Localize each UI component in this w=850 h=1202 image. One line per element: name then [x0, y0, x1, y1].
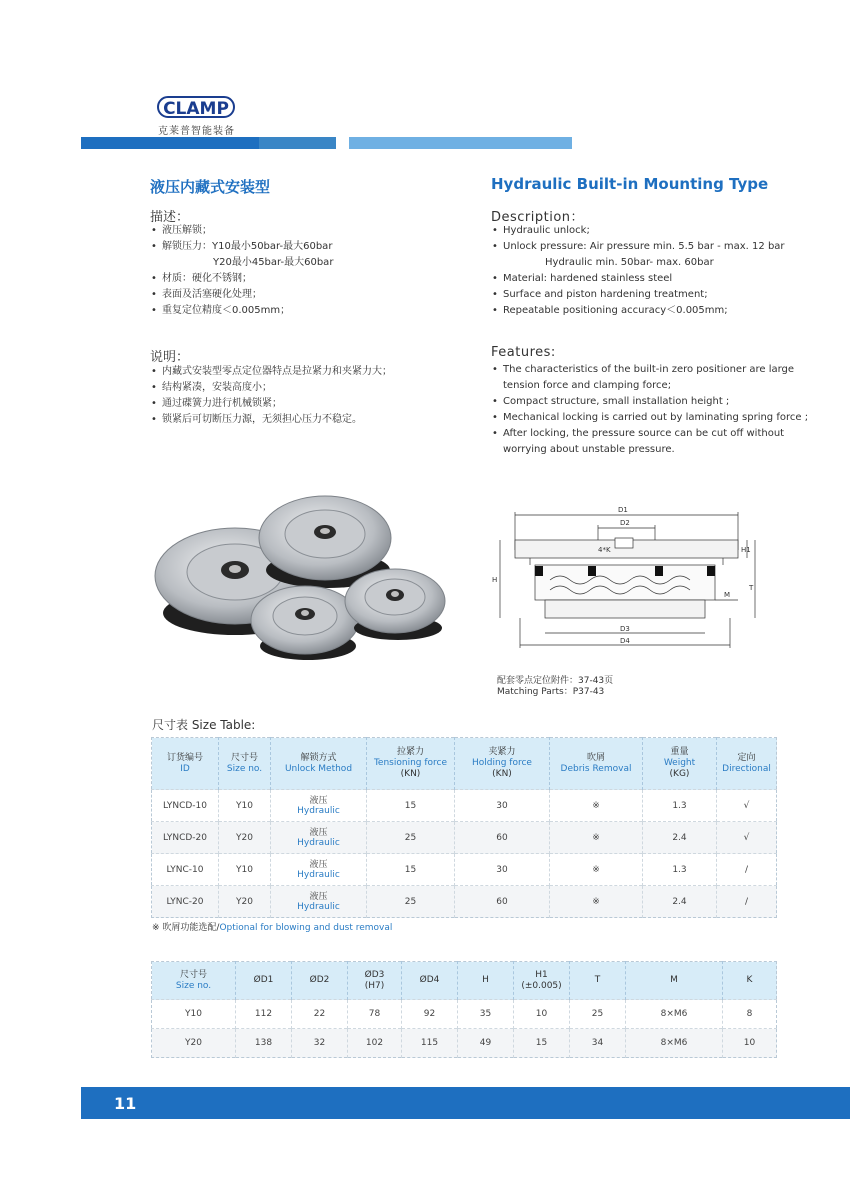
footer-bar: [81, 1087, 850, 1119]
table-cell: 78: [348, 1000, 402, 1029]
table-header-row: [152, 738, 777, 790]
description-list-en: [491, 223, 811, 319]
table-cell: 2.4: [643, 886, 717, 918]
header-bar: [259, 137, 336, 149]
table-cell: 25: [367, 822, 455, 854]
table-cell: /: [717, 854, 777, 886]
table-cell: 30: [455, 790, 550, 822]
description-heading-cn: 描述：: [150, 210, 190, 225]
table-cell: 22: [292, 1000, 348, 1029]
list-item: • 材质：硬化不锈钢；: [150, 271, 450, 287]
table-cell: 25: [367, 886, 455, 918]
table-header: 定向 Directional: [717, 738, 777, 790]
table-cell: LYNCD-10: [152, 790, 219, 822]
table-cell: Y20: [219, 822, 271, 854]
list-item: • 液压解锁；: [150, 223, 450, 239]
table-cell: 15: [367, 854, 455, 886]
page-title-cn: 液压内藏式安装型: [150, 178, 271, 196]
label-d2: D2: [620, 519, 630, 527]
table-header: ØD4: [402, 962, 458, 1000]
table-header: M: [626, 962, 723, 1000]
table-header: ØD2: [292, 962, 348, 1000]
table-cell: 49: [458, 1029, 514, 1058]
table-header: 重量 Weight (KG): [643, 738, 717, 790]
list-item: • 解锁压力：Y10最小50bar-最大60bar: [150, 239, 450, 255]
table-header: 吹屑 Debris Removal: [550, 738, 643, 790]
table-cell: ※: [550, 790, 643, 822]
table-row: [152, 790, 777, 822]
table-header: 解锁方式 Unlock Method: [271, 738, 367, 790]
table-cell: LYNC-20: [152, 886, 219, 918]
list-item: • 锁紧后可切断压力源，无须担心压力不稳定。: [150, 412, 450, 428]
table-cell: ※: [550, 822, 643, 854]
product-photo: [145, 488, 450, 668]
table-cell: 2.4: [643, 822, 717, 854]
table-cell: 102: [348, 1029, 402, 1058]
list-item: • After locking, the pressure source can be cut off without: [491, 426, 811, 442]
list-item: • 内藏式安装型零点定位器特点是拉紧力和夹紧力大；: [150, 364, 450, 380]
label-d1: D1: [618, 506, 628, 514]
table-cell: 35: [458, 1000, 514, 1029]
description-list-cn: [150, 223, 450, 319]
table-cell: ※: [550, 854, 643, 886]
label-d4: D4: [620, 637, 630, 645]
list-item: • 结构紧凑，安装高度小；: [150, 380, 450, 396]
table-row: [152, 1000, 777, 1029]
table-cell: 8×M6: [626, 1000, 723, 1029]
label-m: M: [724, 591, 731, 599]
table-cell: 25: [570, 1000, 626, 1029]
spec-table: [151, 737, 777, 918]
table-row: [152, 822, 777, 854]
page-number: 11: [114, 1094, 137, 1113]
list-item: • Unlock pressure: Air pressure min. 5.5 bar - max. 12 bar: [491, 239, 811, 255]
table-cell: /: [717, 886, 777, 918]
header-bar: [81, 137, 259, 149]
table-header: 夹紧力 Holding force (KN): [455, 738, 550, 790]
page-title-en: Hydraulic Built-in Mounting Type: [491, 175, 769, 193]
table-cell: 15: [514, 1029, 570, 1058]
table-header-row: [152, 962, 777, 1000]
label-h1: H1: [741, 546, 751, 554]
table-note: ※ 吹屑功能选配/Optional for blowing and dust removal: [152, 923, 393, 933]
table-cell: 10: [723, 1029, 777, 1058]
list-item: • Compact structure, small installation height ;: [491, 394, 811, 410]
table-header: 订货编号 ID: [152, 738, 219, 790]
table-cell: Y20: [152, 1029, 236, 1058]
table-cell: LYNCD-20: [152, 822, 219, 854]
table-cell: 1.3: [643, 854, 717, 886]
table-cell: 30: [455, 854, 550, 886]
list-item: • Material: hardened stainless steel: [491, 271, 811, 287]
table-cell: 液压 Hydraulic: [271, 790, 367, 822]
description-heading-en: Description：: [491, 210, 585, 225]
table-cell: 115: [402, 1029, 458, 1058]
table-cell: 10: [514, 1000, 570, 1029]
matching-parts-en: Matching Parts：P37-43: [497, 687, 605, 697]
list-item: Hydraulic min. 50bar- max. 60bar: [545, 257, 714, 268]
list-item: Y20最小45bar-最大60bar: [213, 257, 334, 268]
table-cell: 液压 Hydraulic: [271, 822, 367, 854]
table-cell: √: [717, 790, 777, 822]
matching-parts-cn: 配套零点定位附件：37-43页: [497, 676, 614, 686]
table-row: [152, 1029, 777, 1058]
list-item: • 通过碟簧力进行机械锁紧；: [150, 396, 450, 412]
table-header: 尺寸号 Size no.: [152, 962, 236, 1000]
clamp-unit: [251, 586, 359, 660]
table-cell: 60: [455, 822, 550, 854]
table-cell: LYNC-10: [152, 854, 219, 886]
table-cell: ※: [550, 886, 643, 918]
list-item: tension force and clamping force;: [503, 380, 672, 391]
list-item: • The characteristics of the built-in zero positioner are large: [491, 362, 811, 378]
table-cell: 112: [236, 1000, 292, 1029]
list-item: • Hydraulic unlock;: [491, 223, 811, 239]
table-cell: 液压 Hydraulic: [271, 854, 367, 886]
table-cell: 15: [367, 790, 455, 822]
features-list-en: [491, 362, 811, 458]
table-header: ØD1: [236, 962, 292, 1000]
list-item: • Surface and piston hardening treatment;: [491, 287, 811, 303]
size-table-title: 尺寸表 Size Table:: [152, 718, 256, 732]
features-list-cn: [150, 364, 450, 428]
table-cell: Y20: [219, 886, 271, 918]
features-heading-en: Features:: [491, 345, 556, 360]
list-item: worrying about unstable pressure.: [503, 444, 675, 455]
header-bar: [349, 137, 572, 149]
label-t: T: [749, 584, 754, 592]
table-cell: Y10: [152, 1000, 236, 1029]
list-item: • Mechanical locking is carried out by laminating spring force ;: [491, 410, 811, 426]
label-h: H: [492, 576, 498, 584]
table-cell: 32: [292, 1029, 348, 1058]
table-cell: √: [717, 822, 777, 854]
table-cell: Y10: [219, 790, 271, 822]
table-header: H: [458, 962, 514, 1000]
technical-drawing: [490, 500, 760, 660]
table-header: ØD3 (H7): [348, 962, 402, 1000]
features-heading-cn: 说明：: [150, 350, 190, 365]
list-item: • Repeatable positioning accuracy＜0.005mm;: [491, 303, 811, 319]
label-k: 4*K: [598, 546, 611, 554]
list-item: • 表面及活塞硬化处理；: [150, 287, 450, 303]
table-cell: 92: [402, 1000, 458, 1029]
table-cell: 34: [570, 1029, 626, 1058]
table-row: [152, 886, 777, 918]
table-cell: Y10: [219, 854, 271, 886]
table-header: K: [723, 962, 777, 1000]
table-cell: 液压 Hydraulic: [271, 886, 367, 918]
table-cell: 8: [723, 1000, 777, 1029]
table-cell: 138: [236, 1029, 292, 1058]
table-row: [152, 854, 777, 886]
table-header: H1 (±0.005): [514, 962, 570, 1000]
dimension-table: [151, 961, 777, 1058]
list-item: • 重复定位精度＜0.005mm；: [150, 303, 450, 319]
table-header: 尺寸号 Size no.: [219, 738, 271, 790]
table-header: 拉紧力 Tensioning force (KN): [367, 738, 455, 790]
brand-subtitle: 克莱普智能装备: [158, 126, 235, 137]
label-d3: D3: [620, 625, 630, 633]
clamp-unit: [345, 569, 445, 640]
table-cell: 1.3: [643, 790, 717, 822]
brand-logo: CLAMP: [157, 96, 235, 118]
table-header: T: [570, 962, 626, 1000]
table-cell: 8×M6: [626, 1029, 723, 1058]
table-cell: 60: [455, 886, 550, 918]
matching-parts: [497, 676, 613, 698]
